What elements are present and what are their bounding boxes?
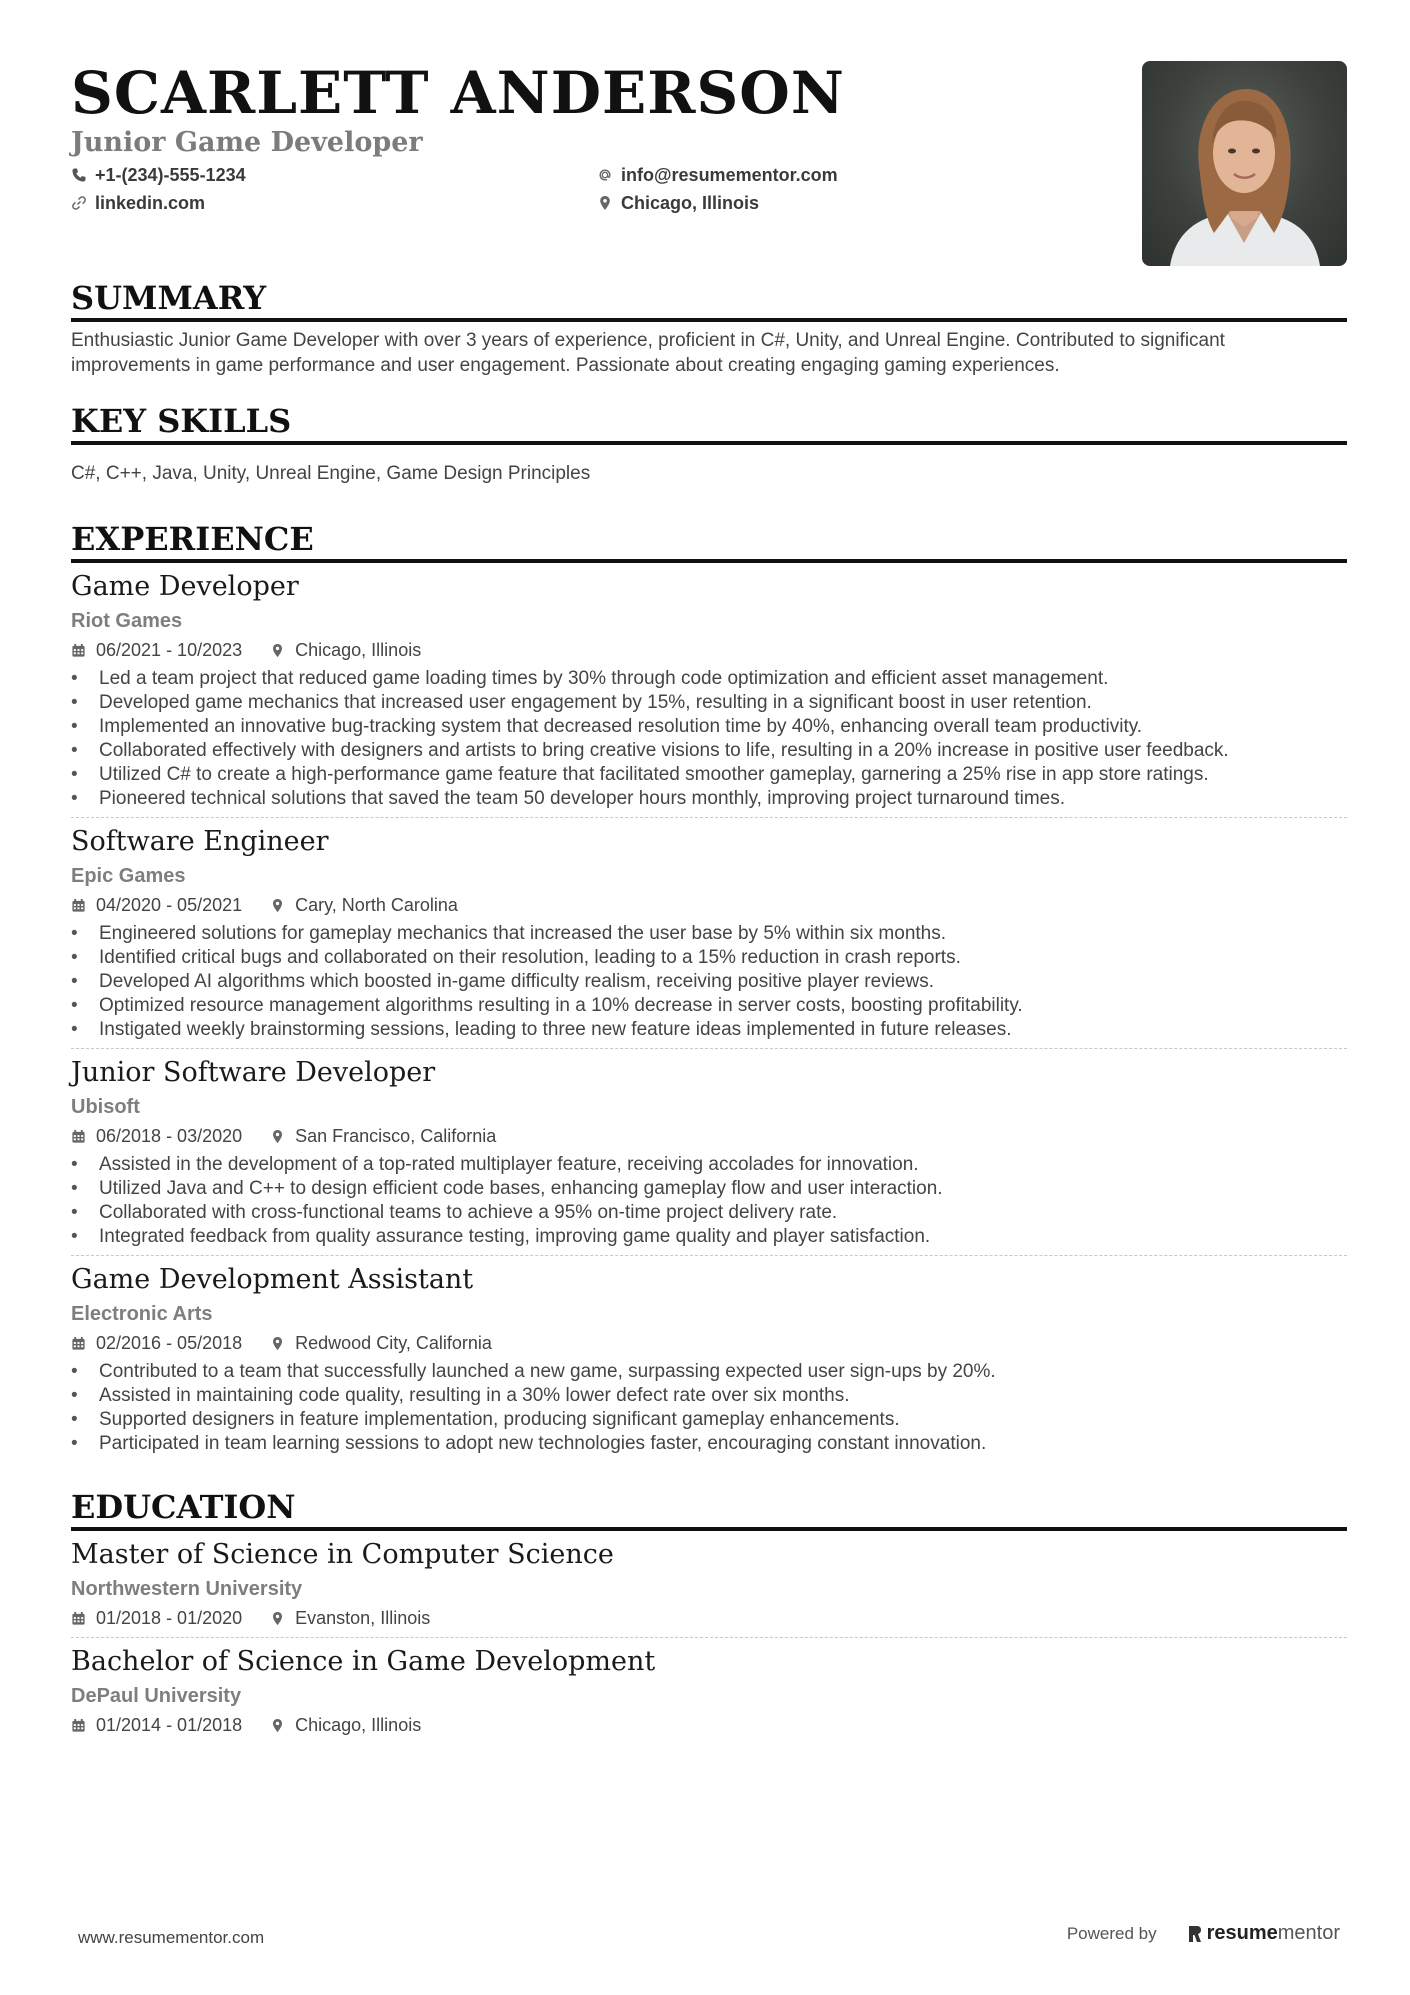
job-achievements (71, 922, 1347, 1042)
job-meta (71, 892, 1347, 918)
calendar-icon (71, 1336, 86, 1351)
map-pin-icon (270, 643, 285, 658)
map-pin-icon (270, 898, 285, 913)
achievement-item: • Integrated feedback from quality assurance testing, improving game quality and player satisfaction. (71, 1225, 1347, 1249)
portrait-illustration (1142, 61, 1347, 266)
skills-section (71, 402, 1347, 486)
location-text: Chicago, Illinois (621, 193, 760, 213)
email-text[interactable]: info@resumementor.com (621, 165, 838, 185)
linkedin-contact[interactable] (71, 190, 597, 216)
job-location-text: San Francisco, California (295, 1126, 497, 1146)
job-location (270, 637, 421, 663)
experience-entry (71, 563, 1347, 817)
phone-text: +1-(234)-555-1234 (95, 165, 246, 185)
education-location-text: Evanston, Illinois (295, 1608, 431, 1628)
calendar-icon (71, 898, 86, 913)
company-name: Ubisoft (71, 1096, 140, 1118)
phone-contact (71, 162, 597, 188)
candidate-name: SCARLETT ANDERSON (71, 59, 845, 127)
brand-name-bold: resume (1206, 1922, 1278, 1944)
achievement-item: • Collaborated effectively with designers and artists to bring creative visions to life, resulting in a 20% increase in positive user feedback. (71, 739, 1347, 763)
candidate-role: Junior Game Developer (71, 127, 423, 158)
experience-entry (71, 1048, 1347, 1255)
company-name: Epic Games (71, 865, 186, 887)
education-location (270, 1605, 430, 1631)
job-dates (71, 637, 242, 663)
summary-section (71, 279, 1347, 378)
job-location-text: Redwood City, California (295, 1333, 492, 1353)
calendar-icon (71, 643, 86, 658)
achievement-item: • Led a team project that reduced game loading times by 30% through code optimization and efficient asset management. (71, 667, 1347, 691)
job-dates-text: 02/2016 - 05/2018 (96, 1333, 243, 1353)
achievement-item: • Assisted in the development of a top-rated multiplayer feature, receiving accolades for innovation. (71, 1153, 1347, 1177)
company-name: Riot Games (71, 610, 183, 632)
achievement-item: • Optimized resource management algorithms resulting in a 10% decrease in server costs, boosting profitability. (71, 994, 1347, 1018)
location-contact (597, 190, 1057, 216)
achievement-item: • Collaborated with cross-functional teams to achieve a 95% on-time project delivery rate. (71, 1201, 1347, 1225)
link-icon (71, 195, 87, 211)
degree-title: Master of Science in Computer Science (71, 1539, 614, 1570)
summary-heading: SUMMARY (71, 279, 1347, 322)
education-heading: EDUCATION (71, 1488, 1347, 1531)
job-location (270, 892, 458, 918)
job-meta (71, 637, 1347, 663)
job-meta (71, 1330, 1347, 1356)
email-contact[interactable] (597, 162, 1057, 188)
education-meta (71, 1605, 1347, 1631)
map-pin-icon (270, 1718, 285, 1733)
achievement-item: • Pioneered technical solutions that saved the team 50 developer hours monthly, improving project turnaround times. (71, 787, 1347, 811)
achievement-item: • Implemented an innovative bug-tracking system that decreased resolution time by 40%, enhancing overall team productivity. (71, 715, 1347, 739)
education-dates-text: 01/2018 - 01/2020 (96, 1608, 243, 1628)
job-achievements (71, 667, 1347, 811)
job-dates-text: 06/2018 - 03/2020 (96, 1126, 243, 1146)
education-dates (71, 1605, 242, 1631)
calendar-icon (71, 1129, 86, 1144)
achievement-item: • Developed AI algorithms which boosted in-game difficulty realism, receiving positive player reviews. (71, 970, 1347, 994)
skills-heading: KEY SKILLS (71, 402, 1347, 445)
education-location (270, 1712, 421, 1738)
job-meta (71, 1123, 1347, 1149)
calendar-icon (71, 1611, 86, 1626)
experience-entry (71, 1255, 1347, 1462)
job-dates-text: 04/2020 - 05/2021 (96, 895, 243, 915)
summary-text: Enthusiastic Junior Game Developer with over 3 years of experience, proficient in C#, Unity, and Unreal Engine. Contributed to significant improvements in game performance and user engagement. Passionate about creating engaging gaming experiences. (71, 330, 1225, 376)
job-title: Game Developer (71, 571, 299, 602)
education-list (71, 1531, 1347, 1744)
achievement-item: • Instigated weekly brainstorming sessions, leading to three new feature ideas implemented in future releases. (71, 1018, 1347, 1042)
education-section (71, 1488, 1347, 1744)
map-pin-icon (597, 195, 613, 211)
linkedin-text[interactable]: linkedin.com (95, 193, 206, 213)
at-icon (597, 167, 613, 183)
achievement-item: • Utilized Java and C++ to design efficient code bases, enhancing gameplay flow and user interaction. (71, 1177, 1347, 1201)
achievement-item: • Engineered solutions for gameplay mechanics that increased the user base by 5% within six months. (71, 922, 1347, 946)
achievement-item: • Supported designers in feature implementation, producing significant gameplay enhancements. (71, 1408, 1347, 1432)
job-title: Game Development Assistant (71, 1264, 474, 1295)
achievement-item: • Identified critical bugs and collaborated on their resolution, leading to a 15% reduction in crash reports. (71, 946, 1347, 970)
job-location (270, 1123, 496, 1149)
phone-icon (71, 167, 87, 183)
experience-list (71, 563, 1347, 1462)
education-location-text: Chicago, Illinois (295, 1715, 422, 1735)
job-location (270, 1330, 492, 1356)
skills-text: C#, C++, Java, Unity, Unreal Engine, Game Design Principles (71, 463, 591, 484)
job-location-text: Cary, North Carolina (295, 895, 458, 915)
footer-website[interactable]: www.resumementor.com (78, 1928, 265, 1947)
profile-photo (1142, 61, 1347, 266)
brand-mark-icon (1187, 1924, 1203, 1944)
brand-logo[interactable] (1187, 1922, 1340, 1945)
school-name: Northwestern University (71, 1578, 303, 1600)
education-entry (71, 1531, 1347, 1637)
job-dates-text: 06/2021 - 10/2023 (96, 640, 243, 660)
footer-branding (1067, 1922, 1340, 1945)
map-pin-icon (270, 1129, 285, 1144)
achievement-item: • Utilized C# to create a high-performance game feature that facilitated smoother gameplay, garnering a 25% rise in app store ratings. (71, 763, 1347, 787)
education-meta (71, 1712, 1347, 1738)
job-dates (71, 892, 242, 918)
achievement-item: • Developed game mechanics that increased user engagement by 15%, resulting in a significant boost in user retention. (71, 691, 1347, 715)
map-pin-icon (270, 1336, 285, 1351)
resume-page (71, 60, 1347, 1744)
achievement-item: • Assisted in maintaining code quality, resulting in a 30% lower defect rate over six months. (71, 1384, 1347, 1408)
experience-heading: EXPERIENCE (71, 520, 1347, 563)
powered-by-text: Powered by (1066, 1923, 1157, 1943)
calendar-icon (71, 1718, 86, 1733)
job-dates (71, 1330, 242, 1356)
education-dates-text: 01/2014 - 01/2018 (96, 1715, 243, 1735)
job-achievements (71, 1360, 1347, 1456)
page-footer (78, 1922, 1340, 1952)
brand-name-light: mentor (1277, 1922, 1340, 1944)
achievement-item: • Participated in team learning sessions to adopt new technologies faster, encouraging constant innovation. (71, 1432, 1347, 1456)
degree-title: Bachelor of Science in Game Development (71, 1646, 656, 1677)
job-location-text: Chicago, Illinois (295, 640, 422, 660)
school-name: DePaul University (71, 1685, 242, 1707)
company-name: Electronic Arts (71, 1303, 213, 1325)
education-dates (71, 1712, 242, 1738)
job-title: Software Engineer (71, 826, 329, 857)
map-pin-icon (270, 1611, 285, 1626)
achievement-item: • Contributed to a team that successfully launched a new game, surpassing expected user sign-ups by 20%. (71, 1360, 1347, 1384)
resume-header (71, 60, 1347, 265)
job-achievements (71, 1153, 1347, 1249)
job-title: Junior Software Developer (71, 1057, 436, 1088)
experience-entry (71, 817, 1347, 1048)
education-entry (71, 1637, 1347, 1744)
job-dates (71, 1123, 242, 1149)
experience-section (71, 520, 1347, 1462)
